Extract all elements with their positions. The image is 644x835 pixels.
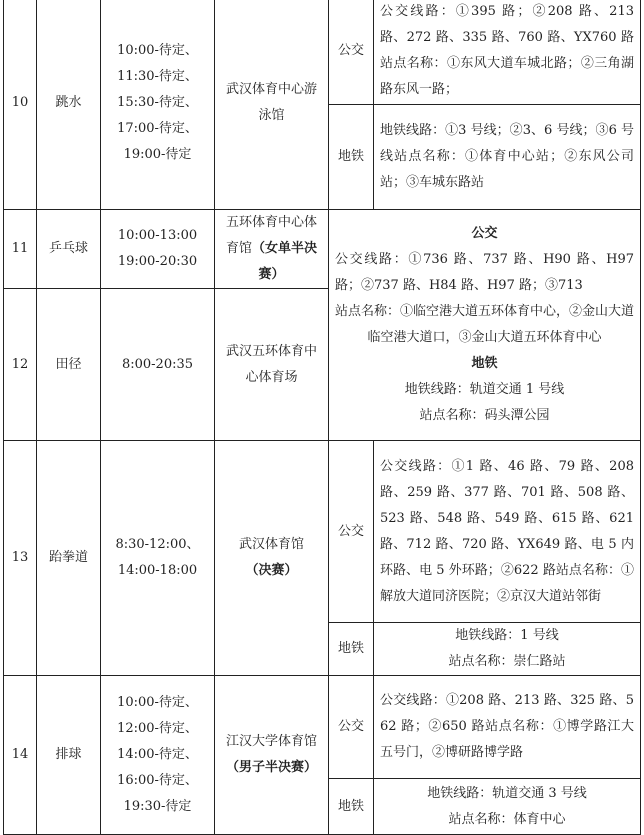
bus-heading: 公交 bbox=[471, 226, 498, 241]
venue-name bbox=[215, 676, 329, 835]
time-slot: 14:00-18:00 bbox=[117, 563, 198, 578]
transport-type-bus: 公交 bbox=[329, 0, 374, 105]
venue-title: 五环体育中心体育馆 bbox=[225, 215, 317, 256]
time-slot: 12:00-待定、 bbox=[117, 721, 198, 736]
time-slot: 19:00-待定 bbox=[123, 147, 192, 162]
row-number: 14 bbox=[4, 676, 37, 835]
venue-title: 武汉体育馆 bbox=[238, 537, 304, 552]
time-slot: 16:00-待定、 bbox=[117, 773, 198, 788]
sport-name: 排球 bbox=[37, 676, 101, 835]
metro-stops: 站点名称：崇仁路站 bbox=[448, 654, 566, 669]
time-slot: 10:00-待定、 bbox=[117, 43, 198, 58]
bus-stops: 站点名称：①临空港大道五环体育中心，②金山大道临空港大道口，③金山大道五环体育中心 bbox=[335, 304, 635, 345]
bus-lines: 公交线路：①736 路、737 路、H90 路、H97 路；②737 路、H84 路、H97 路；③713 bbox=[335, 252, 634, 293]
time-slots bbox=[101, 676, 215, 835]
sport-name: 跳水 bbox=[37, 0, 101, 210]
competition-stage: （决赛） bbox=[245, 563, 298, 578]
venue-name: 武汉体育中心游泳馆 bbox=[215, 0, 329, 210]
transport-type-metro: 地铁 bbox=[329, 779, 374, 835]
transport-type-bus: 公交 bbox=[329, 441, 374, 623]
transport-type-bus: 公交 bbox=[329, 676, 374, 779]
row-number: 12 bbox=[4, 289, 37, 441]
transport-type-metro: 地铁 bbox=[329, 105, 374, 210]
time-slot: 8:30-12:00、 bbox=[115, 537, 200, 552]
time-slot: 11:30-待定、 bbox=[117, 69, 198, 84]
bus-info: 公交线路：①208 路、213 路、325 路、562 路；②650 路站点名称：①博学路江大五号门，②博研路博学路 bbox=[374, 676, 641, 779]
metro-lines: 地铁线路：1 号线 bbox=[455, 628, 559, 643]
time-slots bbox=[101, 289, 215, 441]
metro-info bbox=[374, 779, 641, 835]
competition-stage: （女单半决赛） bbox=[252, 241, 318, 282]
time-slot: 15:30-待定、 bbox=[117, 95, 198, 110]
venue-name: 武汉五环体育中心体育场 bbox=[215, 289, 329, 441]
sport-name: 跆拳道 bbox=[37, 441, 101, 676]
bus-info: 公交线路：①1 路、46 路、79 路、208 路、259 路、377 路、701 路、508 路、523 路、548 路、549 路、615 路、621 路、712 路、720 路、YX649 路、电 5 内环路、电 5 外环路；②622 路站点名称：①解放大道同济医院；②京汉大道站邻街 bbox=[374, 441, 641, 623]
shared-transport-info bbox=[329, 210, 641, 441]
time-slot: 17:00-待定、 bbox=[117, 121, 198, 136]
row-number: 10 bbox=[4, 0, 37, 210]
sport-name: 田径 bbox=[37, 289, 101, 441]
metro-lines: 地铁线路：轨道交通 3 号线 bbox=[427, 785, 587, 801]
metro-info bbox=[374, 623, 641, 676]
time-slot: 10:00-13:00 bbox=[117, 228, 198, 243]
venue-name bbox=[215, 441, 329, 676]
metro-info: 地铁线路：①3 号线；②3、6 号线；③6 号线站点名称：①体育中心站；②东风公司站；③车城东路站 bbox=[374, 105, 641, 210]
time-slots bbox=[101, 441, 215, 676]
metro-lines: 地铁线路：轨道交通 1 号线 bbox=[404, 382, 565, 397]
row-number: 13 bbox=[4, 441, 37, 676]
competition-stage: （男子半决赛） bbox=[225, 760, 317, 775]
time-slots bbox=[101, 0, 215, 210]
transport-type-metro: 地铁 bbox=[329, 623, 374, 676]
venue-name bbox=[215, 210, 329, 289]
time-slot: 14:00-待定、 bbox=[117, 747, 198, 762]
time-slot: 10:00-待定、 bbox=[117, 695, 198, 710]
metro-stops: 站点名称：码头潭公园 bbox=[419, 408, 550, 423]
metro-heading: 地铁 bbox=[471, 356, 498, 371]
time-slot: 19:00-20:30 bbox=[117, 254, 198, 269]
sport-name: 乒乓球 bbox=[37, 210, 101, 289]
time-slot: 19:30-待定 bbox=[123, 799, 192, 814]
bus-info: 公交线路：①395 路；②208 路、213 路、272 路、335 路、760 路、YX760 路站点名称：①东风大道车城北路；②三角湖路东风一路； bbox=[374, 0, 641, 105]
row-number: 11 bbox=[4, 210, 37, 289]
venue-title: 江汉大学体育馆 bbox=[225, 734, 317, 749]
time-slots bbox=[101, 210, 215, 289]
metro-stops: 站点名称：体育中心 bbox=[448, 811, 566, 827]
venue-transport-table bbox=[3, 0, 641, 835]
time-slot: 8:00-20:35 bbox=[121, 356, 194, 372]
